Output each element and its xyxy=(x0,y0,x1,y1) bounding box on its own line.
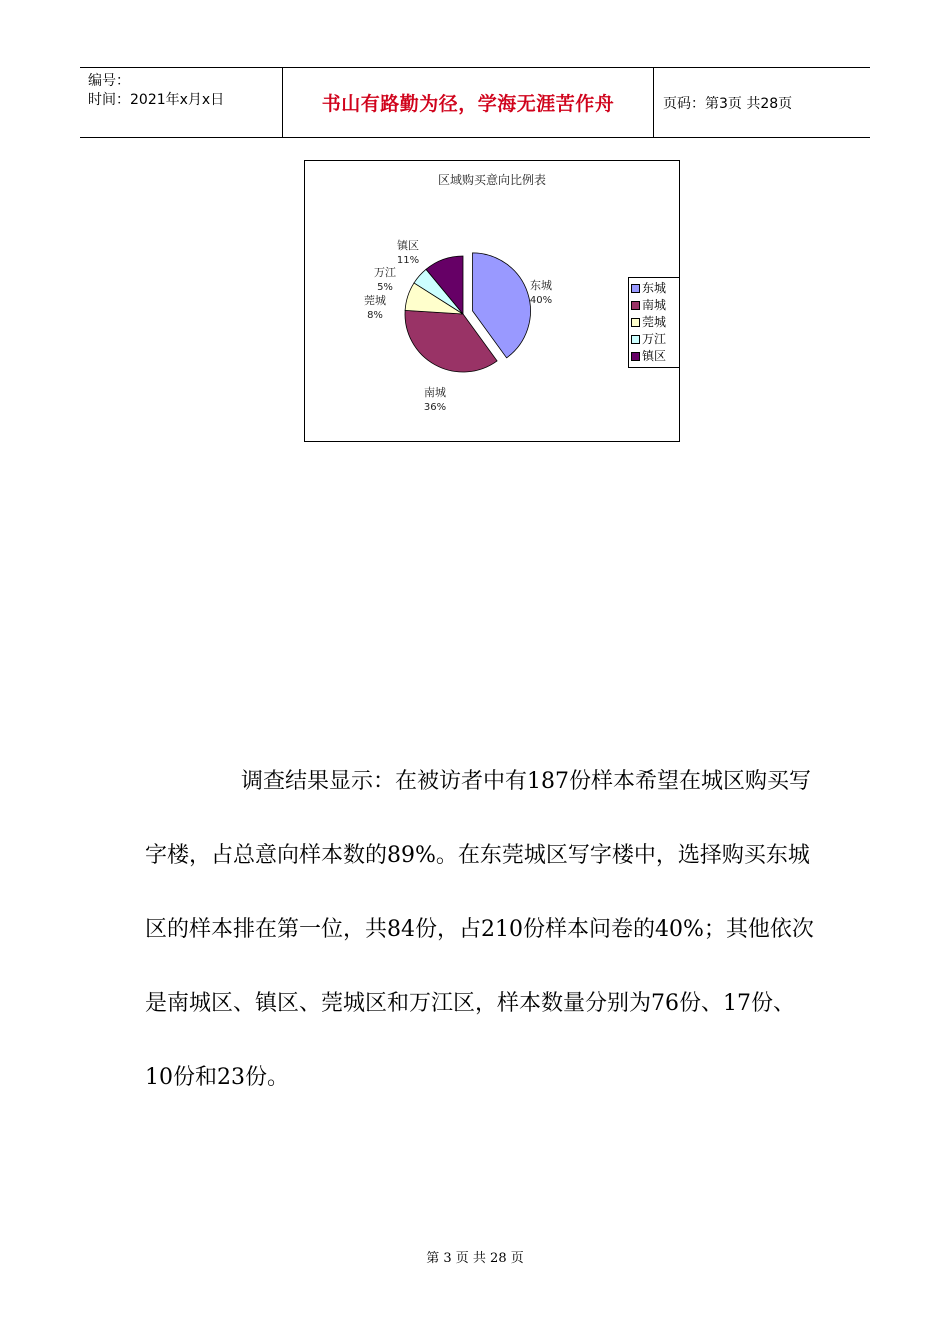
slice-value-label: 36% xyxy=(423,402,447,413)
slice-category-label: 东城 xyxy=(530,279,552,292)
code-label: 编号： xyxy=(88,73,130,89)
legend-swatch xyxy=(631,335,640,344)
header-meta xyxy=(88,72,224,110)
slice-value-label: 11% xyxy=(396,255,420,266)
header-page-info: 页码：第3页 共28页 xyxy=(663,95,793,112)
legend-label: 万江 xyxy=(642,332,667,346)
chart-title: 区域购买意向比例表 xyxy=(437,173,546,187)
slice-value-label: 8% xyxy=(367,310,383,321)
slice-value-label: 5% xyxy=(377,282,393,293)
legend-label: 莞城 xyxy=(642,315,667,329)
legend-swatch xyxy=(631,352,640,361)
slice-value-label: 40% xyxy=(529,295,553,306)
page-header xyxy=(80,67,870,138)
legend-label: 镇区 xyxy=(642,349,667,363)
pie-chart xyxy=(304,160,680,442)
legend-item xyxy=(631,348,677,365)
header-motto: 书山有路勤为径，学海无涯苦作舟 xyxy=(321,93,615,115)
slice-category-label: 莞城 xyxy=(364,294,386,307)
body-paragraph xyxy=(145,745,815,1115)
legend-item xyxy=(631,314,677,331)
pie-chart-canvas xyxy=(305,161,679,441)
legend-label: 南城 xyxy=(642,298,667,312)
legend-swatch xyxy=(631,318,640,327)
legend-item xyxy=(631,280,677,297)
body-text: 调查结果显示：在被访者中有187份样本希望在城区购买写字楼，占总意向样本数的89%。在东莞城区写字楼中，选择购买东城区的样本排在第一位，共84份，占210份样本问卷的40%；其他依次是南城区、镇区、莞城区和万江区，样本数量分别为76份、17份、10份和23份。 xyxy=(145,769,814,1090)
page-footer: 第 3 页 共 28 页 xyxy=(426,1251,524,1266)
slice-category-label: 镇区 xyxy=(397,239,419,252)
legend-item xyxy=(631,331,677,348)
slice-category-label: 万江 xyxy=(374,266,396,279)
legend-swatch xyxy=(631,284,640,293)
legend-item xyxy=(631,297,677,314)
header-divider xyxy=(653,68,654,137)
date-label: 时间：2021年x月x日 xyxy=(88,92,225,108)
legend-label: 东城 xyxy=(642,281,667,295)
chart-legend xyxy=(628,277,680,368)
legend-swatch xyxy=(631,301,640,310)
slice-category-label: 南城 xyxy=(424,386,446,399)
